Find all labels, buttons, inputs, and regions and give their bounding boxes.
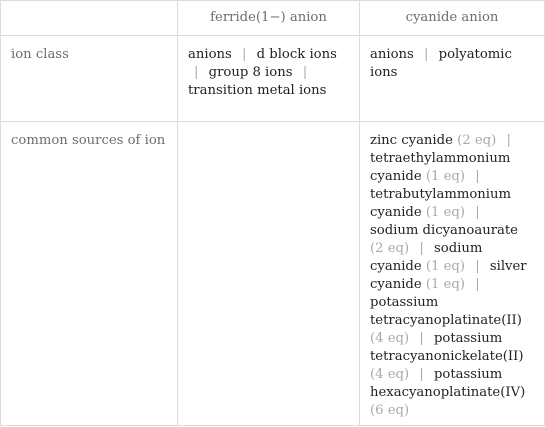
- source-equivalents: (4 eq): [370, 331, 410, 346]
- ferride-ion-class-cell: [178, 36, 360, 122]
- source-compound-name: sodium dicyanoaurate: [370, 223, 518, 238]
- source-equivalents: (1 eq): [425, 259, 465, 274]
- ion-class-item: d block ions: [256, 47, 337, 62]
- ion-class-item: group 8 ions: [208, 65, 293, 80]
- separator: |: [419, 367, 424, 382]
- source-compound-name: tetraethylammonium cyanide: [370, 151, 511, 184]
- row-label-ion-class: ion class: [1, 36, 178, 122]
- header-row: [1, 1, 545, 36]
- row-label-common-sources: common sources of ion: [1, 122, 178, 426]
- separator: |: [423, 47, 429, 62]
- header-ferride-anion: ferride(1−) anion: [178, 1, 360, 36]
- ion-class-item: anions: [370, 47, 414, 62]
- source-equivalents: (2 eq): [457, 133, 497, 148]
- table-row-common-sources: [1, 122, 545, 426]
- source-compound-name: sodium cyanide: [370, 241, 483, 274]
- separator: |: [506, 133, 511, 148]
- ion-class-item: transition metal ions: [188, 83, 327, 98]
- source-equivalents: (1 eq): [425, 277, 465, 292]
- separator: |: [302, 65, 308, 80]
- source-equivalents: (2 eq): [370, 241, 410, 256]
- source-compound-name: potassium tetracyanoplatinate(II): [370, 295, 522, 328]
- table-row-ion-class: [1, 36, 545, 122]
- separator: |: [194, 65, 199, 80]
- ion-class-item: anions: [188, 47, 232, 62]
- separator: |: [475, 277, 480, 292]
- separator: |: [241, 47, 247, 62]
- ion-class-item: polyatomic ions: [370, 47, 512, 80]
- source-equivalents: (6 eq): [370, 403, 410, 418]
- source-compound-name: silver cyanide: [370, 259, 527, 292]
- header-cyanide-anion: cyanide anion: [360, 1, 545, 36]
- source-compound-name: potassium hexacyanoplatinate(IV): [370, 367, 526, 400]
- ferride-sources-cell: [178, 122, 360, 426]
- cyanide-sources-cell: [360, 122, 545, 426]
- source-equivalents: (1 eq): [425, 205, 465, 220]
- separator: |: [419, 241, 424, 256]
- source-compound-name: tetrabutylammonium cyanide: [370, 187, 511, 220]
- separator: |: [475, 205, 480, 220]
- source-compound-name: potassium tetracyanonickelate(II): [370, 331, 524, 364]
- cyanide-ion-class-cell: [360, 36, 545, 122]
- separator: |: [419, 331, 424, 346]
- source-equivalents: (1 eq): [425, 169, 465, 184]
- separator: |: [475, 259, 480, 274]
- separator: |: [475, 169, 480, 184]
- source-equivalents: (4 eq): [370, 367, 410, 382]
- header-empty-cell: [1, 1, 178, 36]
- source-compound-name: zinc cyanide: [370, 133, 453, 148]
